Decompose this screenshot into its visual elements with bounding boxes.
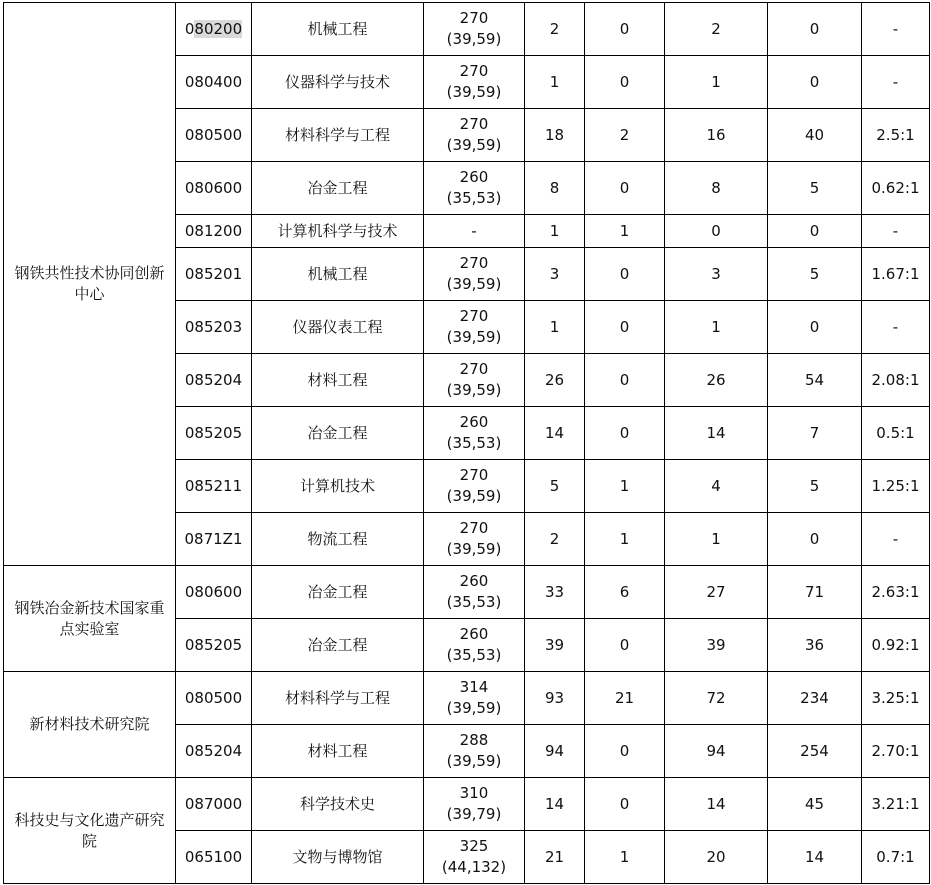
ratio-cell: - bbox=[862, 513, 930, 566]
plan-count-cell: 8 bbox=[525, 162, 585, 215]
ratio-cell: 0.92:1 bbox=[862, 619, 930, 672]
score-total: 288 bbox=[459, 731, 489, 749]
exam-count-cell: 94 bbox=[665, 725, 768, 778]
applicants-count-cell: 0 bbox=[768, 3, 862, 56]
score-line-cell bbox=[424, 513, 525, 566]
exam-count-cell: 14 bbox=[665, 407, 768, 460]
plan-count-cell: 21 bbox=[525, 831, 585, 884]
score-total: 260 bbox=[459, 572, 489, 590]
recommended-count-cell: 0 bbox=[585, 301, 665, 354]
plan-count-cell: 18 bbox=[525, 109, 585, 162]
major-name-cell: 计算机科学与技术 bbox=[252, 215, 424, 248]
score-total: 270 bbox=[459, 62, 489, 80]
applicants-count-cell: 0 bbox=[768, 301, 862, 354]
plan-count-cell: 2 bbox=[525, 513, 585, 566]
major-code-text: 080500 bbox=[184, 125, 243, 144]
major-code-text: 085203 bbox=[184, 317, 243, 336]
ratio-cell: 0.7:1 bbox=[862, 831, 930, 884]
score-line-cell bbox=[424, 831, 525, 884]
recommended-count-cell: 21 bbox=[585, 672, 665, 725]
score-line-cell bbox=[424, 566, 525, 619]
major-code-cell bbox=[176, 354, 252, 407]
score-subject-lines: (35,53) bbox=[446, 434, 502, 452]
ratio-cell: - bbox=[862, 3, 930, 56]
major-code-cell bbox=[176, 566, 252, 619]
major-code-text: 080500 bbox=[184, 688, 243, 707]
score-subject-lines: (35,53) bbox=[446, 646, 502, 664]
major-code-text: 085204 bbox=[184, 741, 243, 760]
ratio-cell: 0.62:1 bbox=[862, 162, 930, 215]
major-name-cell: 科学技术史 bbox=[252, 778, 424, 831]
admissions-table bbox=[3, 2, 930, 884]
ratio-cell: - bbox=[862, 301, 930, 354]
score-line-cell bbox=[424, 725, 525, 778]
score-subject-lines: (39,59) bbox=[446, 540, 502, 558]
ratio-cell: 2.5:1 bbox=[862, 109, 930, 162]
ratio-cell: 1.67:1 bbox=[862, 248, 930, 301]
major-code-cell bbox=[176, 460, 252, 513]
major-code-cell bbox=[176, 56, 252, 109]
major-code-text: 085201 bbox=[184, 264, 243, 283]
major-name-cell: 冶金工程 bbox=[252, 619, 424, 672]
score-total: 260 bbox=[459, 168, 489, 186]
plan-count-cell: 2 bbox=[525, 3, 585, 56]
ratio-cell: 3.25:1 bbox=[862, 672, 930, 725]
exam-count-cell: 39 bbox=[665, 619, 768, 672]
major-code-text: 085205 bbox=[184, 635, 243, 654]
score-subject-lines: (39,59) bbox=[446, 699, 502, 717]
ratio-cell: 2.70:1 bbox=[862, 725, 930, 778]
major-code-text: 065100 bbox=[184, 847, 243, 866]
major-name-cell: 机械工程 bbox=[252, 3, 424, 56]
score-total: 310 bbox=[459, 784, 489, 802]
applicants-count-cell: 36 bbox=[768, 619, 862, 672]
major-code-text: 080400 bbox=[184, 72, 243, 91]
plan-count-cell: 1 bbox=[525, 56, 585, 109]
major-code-text: 087000 bbox=[184, 794, 243, 813]
recommended-count-cell: 6 bbox=[585, 566, 665, 619]
selected-text-highlight: 80200 bbox=[194, 19, 243, 38]
exam-count-cell: 8 bbox=[665, 162, 768, 215]
plan-count-cell: 3 bbox=[525, 248, 585, 301]
score-line-cell bbox=[424, 460, 525, 513]
applicants-count-cell: 7 bbox=[768, 407, 862, 460]
table-row bbox=[4, 672, 930, 725]
score-total: 325 bbox=[459, 837, 489, 855]
plan-count-cell: 1 bbox=[525, 215, 585, 248]
recommended-count-cell: 0 bbox=[585, 3, 665, 56]
recommended-count-cell: 0 bbox=[585, 354, 665, 407]
score-line-cell bbox=[424, 109, 525, 162]
recommended-count-cell: 2 bbox=[585, 109, 665, 162]
exam-count-cell: 4 bbox=[665, 460, 768, 513]
score-total: 270 bbox=[459, 519, 489, 537]
applicants-count-cell: 0 bbox=[768, 513, 862, 566]
table-row bbox=[4, 3, 930, 56]
major-code-cell bbox=[176, 3, 252, 56]
major-name-cell: 文物与博物馆 bbox=[252, 831, 424, 884]
major-code-cell bbox=[176, 215, 252, 248]
applicants-count-cell: 5 bbox=[768, 162, 862, 215]
exam-count-cell: 16 bbox=[665, 109, 768, 162]
score-total: 270 bbox=[459, 360, 489, 378]
major-code-text: 080600 bbox=[184, 178, 243, 197]
major-code-text: 081200 bbox=[184, 221, 243, 240]
major-code-cell bbox=[176, 831, 252, 884]
unit-name-cell: 钢铁冶金新技术国家重点实验室 bbox=[4, 566, 176, 672]
recommended-count-cell: 0 bbox=[585, 56, 665, 109]
major-name-cell: 仪器科学与技术 bbox=[252, 56, 424, 109]
applicants-count-cell: 234 bbox=[768, 672, 862, 725]
score-subject-lines: (39,59) bbox=[446, 83, 502, 101]
unit-name-cell: 科技史与文化遗产研究院 bbox=[4, 778, 176, 884]
major-name-cell: 冶金工程 bbox=[252, 566, 424, 619]
recommended-count-cell: 0 bbox=[585, 248, 665, 301]
applicants-count-cell: 45 bbox=[768, 778, 862, 831]
table-row bbox=[4, 778, 930, 831]
major-name-cell: 材料科学与工程 bbox=[252, 109, 424, 162]
ratio-cell: 3.21:1 bbox=[862, 778, 930, 831]
score-total: 270 bbox=[459, 466, 489, 484]
recommended-count-cell: 1 bbox=[585, 215, 665, 248]
score-line-cell bbox=[424, 3, 525, 56]
major-code-text: 0871Z1 bbox=[184, 529, 243, 548]
score-total: - bbox=[471, 221, 477, 240]
score-line-cell bbox=[424, 672, 525, 725]
major-code-text: 085205 bbox=[184, 423, 243, 442]
major-name-cell: 材料工程 bbox=[252, 354, 424, 407]
exam-count-cell: 0 bbox=[665, 215, 768, 248]
score-line-cell bbox=[424, 619, 525, 672]
score-line-cell bbox=[424, 162, 525, 215]
score-line-cell bbox=[424, 778, 525, 831]
ratio-cell: 2.63:1 bbox=[862, 566, 930, 619]
plan-count-cell: 14 bbox=[525, 778, 585, 831]
major-code-cell bbox=[176, 301, 252, 354]
applicants-count-cell: 5 bbox=[768, 248, 862, 301]
unit-name-cell: 钢铁共性技术协同创新中心 bbox=[4, 3, 176, 566]
recommended-count-cell: 1 bbox=[585, 831, 665, 884]
ratio-cell: - bbox=[862, 56, 930, 109]
major-name-cell: 材料科学与工程 bbox=[252, 672, 424, 725]
score-total: 260 bbox=[459, 625, 489, 643]
applicants-count-cell: 0 bbox=[768, 56, 862, 109]
major-name-cell: 计算机技术 bbox=[252, 460, 424, 513]
applicants-count-cell: 5 bbox=[768, 460, 862, 513]
score-line-cell bbox=[424, 215, 525, 248]
plan-count-cell: 93 bbox=[525, 672, 585, 725]
recommended-count-cell: 0 bbox=[585, 619, 665, 672]
applicants-count-cell: 254 bbox=[768, 725, 862, 778]
recommended-count-cell: 0 bbox=[585, 162, 665, 215]
exam-count-cell: 3 bbox=[665, 248, 768, 301]
major-code-cell bbox=[176, 725, 252, 778]
score-subject-lines: (39,59) bbox=[446, 30, 502, 48]
major-name-cell: 冶金工程 bbox=[252, 162, 424, 215]
major-name-cell: 仪器仪表工程 bbox=[252, 301, 424, 354]
exam-count-cell: 1 bbox=[665, 301, 768, 354]
major-code-cell bbox=[176, 513, 252, 566]
table-row bbox=[4, 566, 930, 619]
score-line-cell bbox=[424, 354, 525, 407]
plan-count-cell: 26 bbox=[525, 354, 585, 407]
unit-name-cell: 新材料技术研究院 bbox=[4, 672, 176, 778]
major-code-cell bbox=[176, 162, 252, 215]
plan-count-cell: 1 bbox=[525, 301, 585, 354]
recommended-count-cell: 1 bbox=[585, 460, 665, 513]
applicants-count-cell: 0 bbox=[768, 215, 862, 248]
score-subject-lines: (35,53) bbox=[446, 593, 502, 611]
major-code-cell bbox=[176, 778, 252, 831]
score-total: 270 bbox=[459, 9, 489, 27]
major-code-cell bbox=[176, 248, 252, 301]
score-total: 270 bbox=[459, 307, 489, 325]
exam-count-cell: 2 bbox=[665, 3, 768, 56]
score-subject-lines: (35,53) bbox=[446, 189, 502, 207]
major-code-text: 085211 bbox=[184, 476, 243, 495]
major-name-cell: 冶金工程 bbox=[252, 407, 424, 460]
recommended-count-cell: 0 bbox=[585, 725, 665, 778]
plan-count-cell: 5 bbox=[525, 460, 585, 513]
score-line-cell bbox=[424, 301, 525, 354]
applicants-count-cell: 71 bbox=[768, 566, 862, 619]
score-line-cell bbox=[424, 248, 525, 301]
score-total: 260 bbox=[459, 413, 489, 431]
plan-count-cell: 94 bbox=[525, 725, 585, 778]
plan-count-cell: 33 bbox=[525, 566, 585, 619]
score-subject-lines: (39,59) bbox=[446, 487, 502, 505]
score-subject-lines: (39,79) bbox=[446, 805, 502, 823]
score-line-cell bbox=[424, 407, 525, 460]
exam-count-cell: 1 bbox=[665, 56, 768, 109]
score-subject-lines: (44,132) bbox=[441, 858, 507, 876]
applicants-count-cell: 40 bbox=[768, 109, 862, 162]
recommended-count-cell: 0 bbox=[585, 778, 665, 831]
major-code-cell bbox=[176, 109, 252, 162]
major-code-text: 085204 bbox=[184, 370, 243, 389]
major-code-cell bbox=[176, 619, 252, 672]
score-subject-lines: (39,59) bbox=[446, 275, 502, 293]
score-total: 270 bbox=[459, 115, 489, 133]
major-name-cell: 物流工程 bbox=[252, 513, 424, 566]
ratio-cell: 1.25:1 bbox=[862, 460, 930, 513]
exam-count-cell: 14 bbox=[665, 778, 768, 831]
plan-count-cell: 14 bbox=[525, 407, 585, 460]
plan-count-cell: 39 bbox=[525, 619, 585, 672]
exam-count-cell: 26 bbox=[665, 354, 768, 407]
ratio-cell: - bbox=[862, 215, 930, 248]
exam-count-cell: 20 bbox=[665, 831, 768, 884]
major-code-cell bbox=[176, 672, 252, 725]
exam-count-cell: 1 bbox=[665, 513, 768, 566]
score-subject-lines: (39,59) bbox=[446, 136, 502, 154]
recommended-count-cell: 1 bbox=[585, 513, 665, 566]
score-subject-lines: (39,59) bbox=[446, 328, 502, 346]
major-code-cell bbox=[176, 407, 252, 460]
score-subject-lines: (39,59) bbox=[446, 752, 502, 770]
major-name-cell: 材料工程 bbox=[252, 725, 424, 778]
applicants-count-cell: 54 bbox=[768, 354, 862, 407]
score-line-cell bbox=[424, 56, 525, 109]
major-code-text: 080600 bbox=[184, 582, 243, 601]
ratio-cell: 0.5:1 bbox=[862, 407, 930, 460]
exam-count-cell: 27 bbox=[665, 566, 768, 619]
score-total: 270 bbox=[459, 254, 489, 272]
ratio-cell: 2.08:1 bbox=[862, 354, 930, 407]
table-body bbox=[4, 3, 930, 884]
score-subject-lines: (39,59) bbox=[446, 381, 502, 399]
major-code-text: 0 bbox=[184, 19, 195, 38]
applicants-count-cell: 14 bbox=[768, 831, 862, 884]
score-total: 314 bbox=[459, 678, 489, 696]
exam-count-cell: 72 bbox=[665, 672, 768, 725]
major-name-cell: 机械工程 bbox=[252, 248, 424, 301]
recommended-count-cell: 0 bbox=[585, 407, 665, 460]
